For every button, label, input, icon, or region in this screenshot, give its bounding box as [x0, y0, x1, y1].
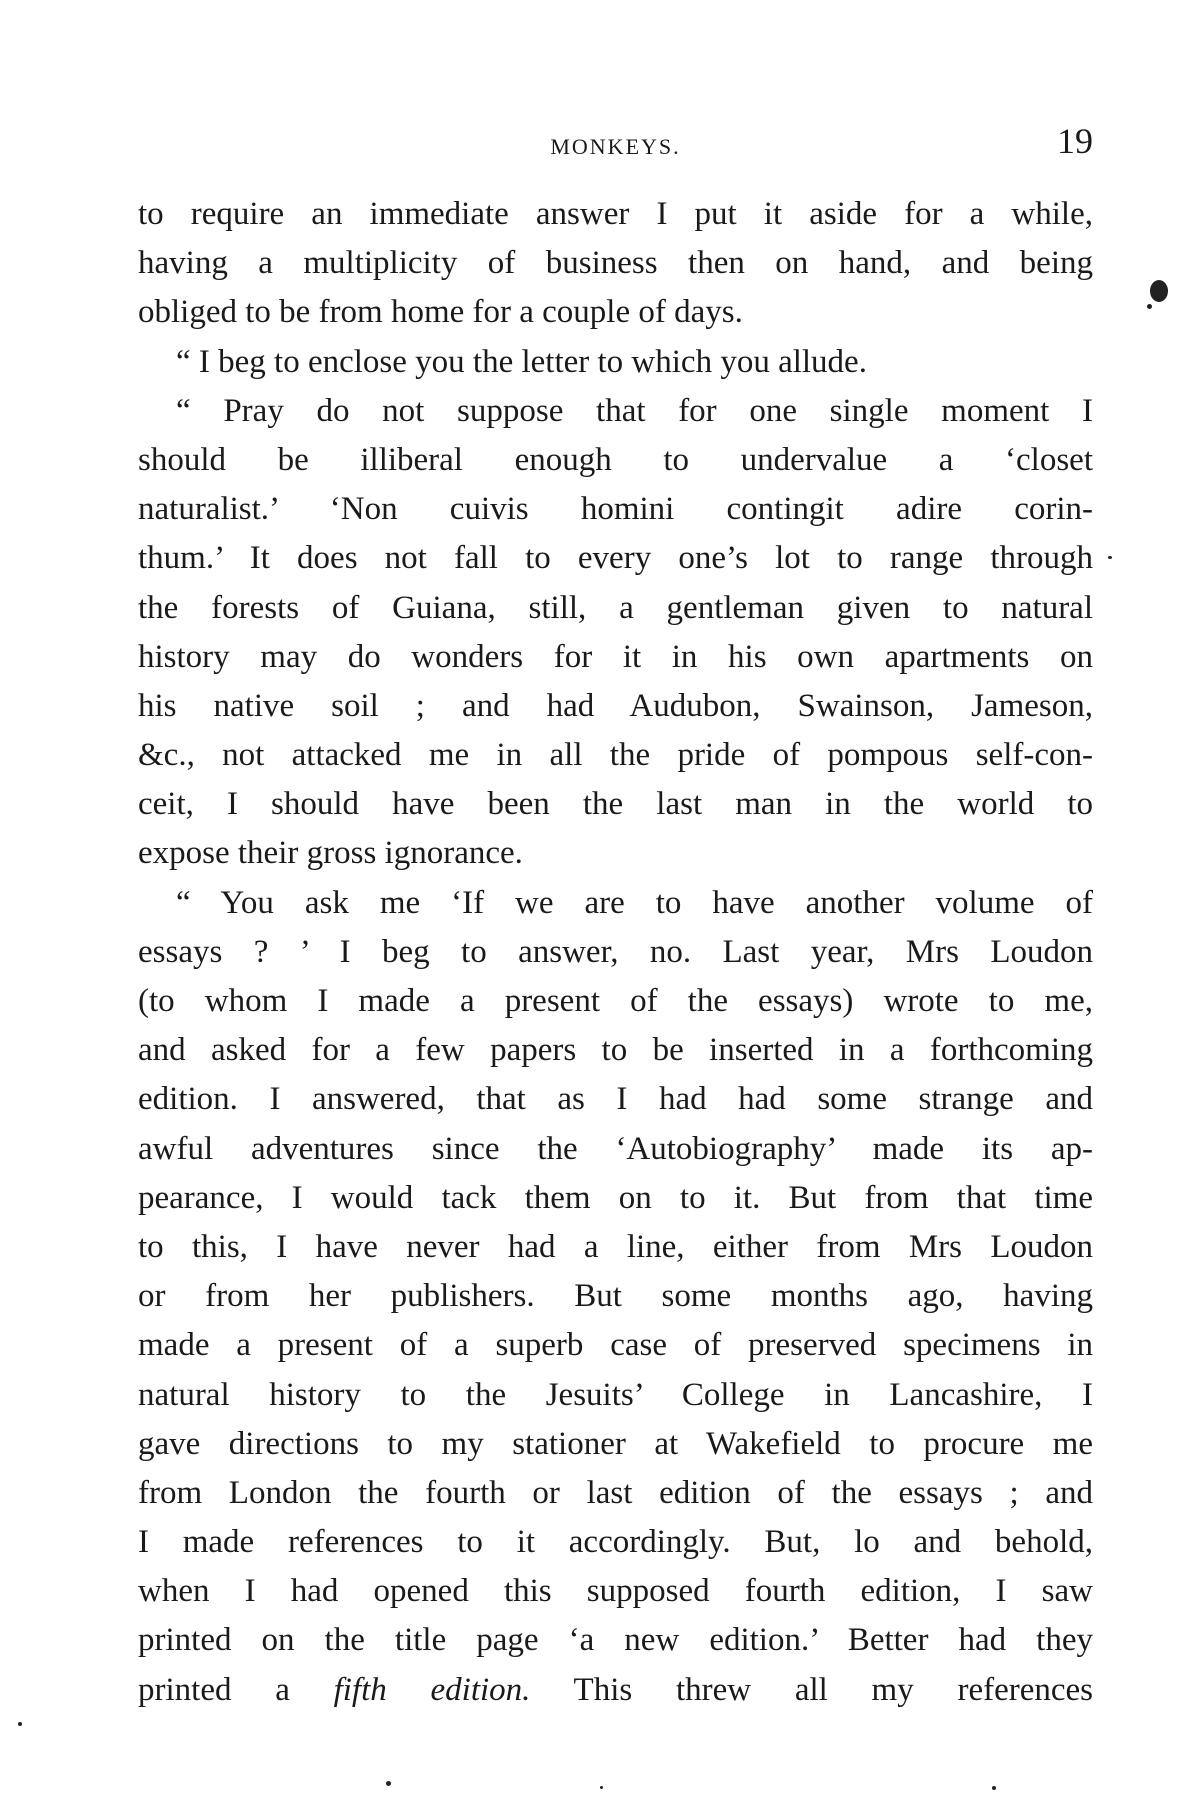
- text-line: printed on the title page ‘a new edition.’ Better had they: [138, 1622, 1093, 1659]
- ink-speck: [600, 1786, 603, 1789]
- text-line: awful adventures since the ‘Autobiography’ made its ap-: [138, 1130, 1093, 1167]
- italic-phrase: fifth edition.: [333, 1671, 531, 1708]
- ink-blot: [1150, 280, 1168, 302]
- ink-speck: [1147, 304, 1152, 309]
- text-line: obliged to be from home for a couple of days.: [138, 294, 743, 331]
- text-line: essays ? ’ I beg to answer, no. Last year, Mrs Loudon: [138, 933, 1093, 970]
- page-number: 19: [1057, 121, 1093, 161]
- text-line: to require an immediate answer I put it aside for a while,: [138, 196, 1093, 232]
- text-line: natural history to the Jesuits’ College in Lancashire, I: [138, 1376, 1093, 1413]
- text-line: “ I beg to enclose you the letter to which you allude.: [176, 343, 867, 380]
- text-line: thum.’ It does not fall to every one’s lot to range through: [138, 540, 1093, 577]
- text-line-final: [138, 1666, 1093, 1715]
- text-line: I made references to it accordingly. But, lo and behold,: [138, 1524, 1093, 1561]
- text-line: “ You ask me ‘If we are to have another volume of: [176, 884, 1093, 921]
- text-line: history may do wonders for it in his own apartments on: [138, 638, 1093, 675]
- text-line: pearance, I would tack them on to it. But from that time: [138, 1179, 1093, 1216]
- text-line: “ Pray do not suppose that for one single moment I: [176, 392, 1093, 429]
- ink-speck: [992, 1786, 996, 1790]
- running-title: MONKEYS.: [550, 134, 681, 159]
- body-text: [138, 190, 1093, 1715]
- text-line: his native soil ; and had Audubon, Swainson, Jameson,: [138, 687, 1093, 724]
- text-line: or from her publishers. But some months ago, having: [138, 1278, 1093, 1315]
- text-line: having a multiplicity of business then on hand, and being: [138, 245, 1093, 282]
- ink-speck: [1108, 556, 1112, 559]
- ink-speck: [386, 1781, 391, 1786]
- text-line: expose their gross ignorance.: [138, 835, 523, 872]
- final-line-end: This threw all my references: [530, 1671, 1093, 1708]
- text-line: &c., not attacked me in all the pride of pompous self-con-: [138, 737, 1093, 774]
- text-line: when I had opened this supposed fourth edition, I saw: [138, 1573, 1093, 1610]
- ink-speck: [18, 1722, 22, 1726]
- text-line: from London the fourth or last edition of the essays ; and: [138, 1474, 1093, 1511]
- text-line: to this, I have never had a line, either from Mrs Loudon: [138, 1228, 1093, 1265]
- text-line: naturalist.’ ‘Non cuivis homini contingit adire corin-: [138, 491, 1093, 528]
- text-line: (to whom I made a present of the essays) wrote to me,: [138, 983, 1093, 1019]
- text-line: and asked for a few papers to be inserted in a forthcoming: [138, 1032, 1093, 1069]
- text-line: the forests of Guiana, still, a gentleman given to natural: [138, 589, 1093, 626]
- text-line: gave directions to my stationer at Wakefield to procure me: [138, 1425, 1093, 1462]
- text-line: edition. I answered, that as I had had some strange and: [138, 1081, 1093, 1118]
- text-line: ceit, I should have been the last man in the world to: [138, 786, 1093, 823]
- text-line: should be illiberal enough to undervalue a ‘closet: [138, 441, 1093, 478]
- final-line-start: printed a: [138, 1671, 334, 1708]
- running-head: [138, 120, 1093, 170]
- text-line: made a present of a superb case of preserved specimens in: [138, 1327, 1093, 1364]
